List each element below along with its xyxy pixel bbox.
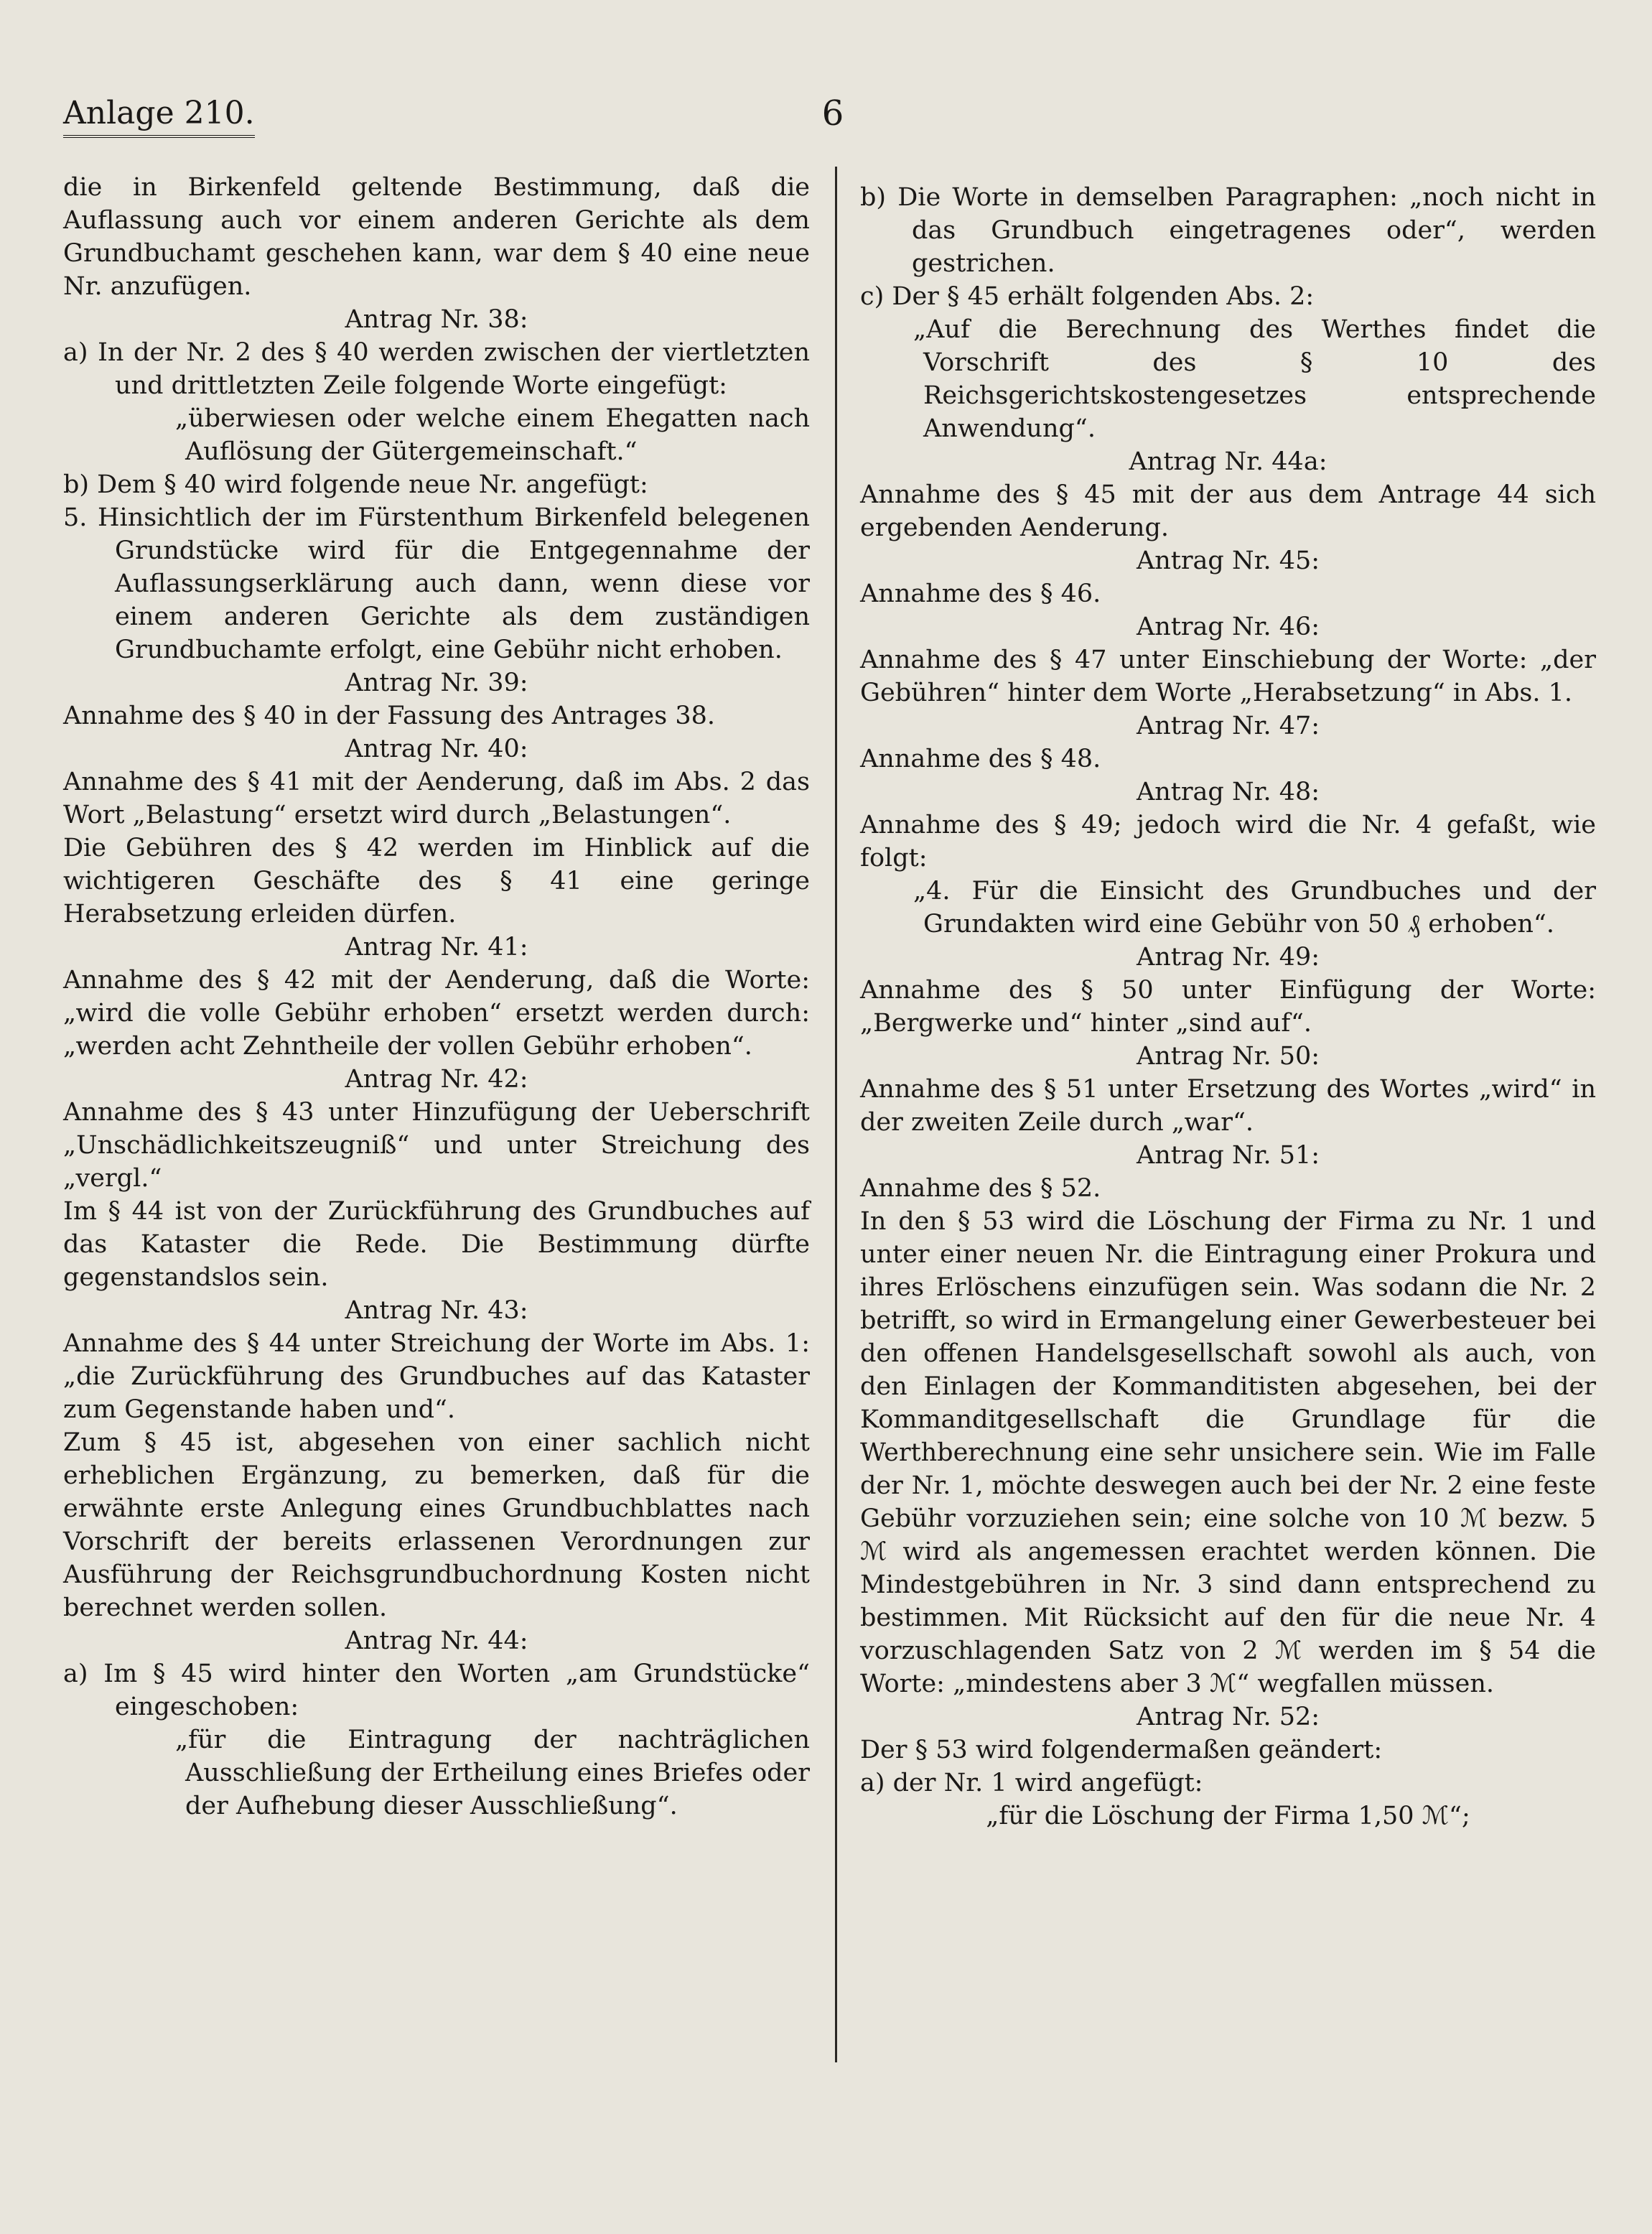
paragraph: 5. Hinsichtlich der im Fürstenthum Birkenfeld belegenen Grundstücke wird für die Entgegennahme der Auflassungserklärung auch dann, wenn diese vor einem anderen Gerichte als dem zuständigen Grundbuchamte erfolgt, eine Gebühr nicht erhoben. (63, 503, 810, 664)
paragraph: Annahme des § 43 unter Hinzufügung der Ueberschrift „Unschädlichkeitszeugniß“ und unter Streichung des „vergl.“ (63, 1098, 810, 1193)
motion-heading: Antrag Nr. 41: (345, 933, 528, 962)
paragraph: Annahme des § 50 unter Einfügung der Worte: „Bergwerke und“ hinter „sind auf“. (860, 976, 1596, 1038)
right-column (860, 181, 1596, 1833)
motion-heading: Antrag Nr. 39: (345, 669, 528, 697)
paragraph: In den § 53 wird die Löschung der Firma zu Nr. 1 und unter einer neuen Nr. die Eintragung einer Prokura und ihres Erlöschens einzufügen sein. Was sodann die Nr. 2 betrifft, so wird in Ermangelung einer Gewerbesteuer bei den offenen Handelsgesellschaft sowohl als auch, von den Einlagen der Kommanditisten abgesehen, bei der Kommanditgesellschaft die Grundlage für die Werthberechnung eine sehr unsichere sein. Wie im Falle der Nr. 1, möchte deswegen auch bei der Nr. 2 eine feste Gebühr vorzuziehen sein; eine solche von 10 ℳ bezw. 5 ℳ wird als angemessen erachtet werden können. Die Mindestgebühren in Nr. 3 sind dann entsprechend zu bestimmen. Mit Rücksicht auf den für die neue Nr. 4 vorzuschlagenden Satz von 2 ℳ werden im § 54 die Worte: „mindestens aber 3 ℳ“ wegfallen müssen. (860, 1207, 1596, 1698)
motion-heading: Antrag Nr. 43: (345, 1296, 528, 1325)
paragraph: Annahme des § 42 mit der Aenderung, daß die Worte: „wird die volle Gebühr erhoben“ ersetzt werden durch: „werden acht Zehntheile der vollen Gebühr erhoben“. (63, 966, 810, 1061)
motion-heading: Antrag Nr. 52: (1136, 1703, 1320, 1731)
motion-heading: Antrag Nr. 45: (1136, 546, 1320, 575)
paragraph: die in Birkenfeld geltende Bestimmung, daß die Auflassung auch vor einem anderen Gerichte als dem Grundbuchamt geschehen kann, war dem § 40 eine neue Nr. anzufügen. (63, 173, 810, 301)
paragraph: Annahme des § 48. (860, 745, 1101, 773)
paragraph: Annahme des § 40 in der Fassung des Antrages 38. (63, 702, 715, 730)
paragraph: b) Dem § 40 wird folgende neue Nr. angefügt: (63, 470, 648, 499)
annex-label: Anlage 210. (63, 93, 255, 138)
paragraph: Annahme des § 46. (860, 580, 1101, 608)
motion-heading: Antrag Nr. 49: (1136, 943, 1320, 972)
motion-heading: Antrag Nr. 46: (1136, 613, 1320, 641)
paragraph: „überwiesen oder welche einem Ehegatten nach Auflösung der Gütergemeinschaft.“ (175, 404, 810, 466)
page-number: 6 (821, 93, 844, 134)
motion-heading: Antrag Nr. 48: (1136, 778, 1320, 806)
paragraph: a) In der Nr. 2 des § 40 werden zwischen der viertletzten und drittletzten Zeile folgende Worte eingefügt: (63, 338, 810, 400)
paragraph: „Auf die Berechnung des Werthes findet die Vorschrift des § 10 des Reichsgerichtskostengesetzes entsprechende Anwendung“. (913, 315, 1596, 443)
paragraph: a) Im § 45 wird hinter den Worten „am Grundstücke“ eingeschoben: (63, 1660, 810, 1721)
paragraph: Annahme des § 51 unter Ersetzung des Wortes „wird“ in der zweiten Zeile durch „war“. (860, 1075, 1596, 1137)
motion-heading: Antrag Nr. 40: (345, 735, 528, 763)
motion-heading: Antrag Nr. 42: (345, 1065, 528, 1094)
paragraph: Annahme des § 49; jedoch wird die Nr. 4 gefaßt, wie folgt: (860, 811, 1596, 872)
paragraph: a) der Nr. 1 wird angefügt: (860, 1769, 1203, 1797)
motion-heading: Antrag Nr. 38: (345, 305, 528, 334)
paragraph: Die Gebühren des § 42 werden im Hinblick auf die wichtigeren Geschäfte des § 41 eine geringe Herabsetzung erleiden dürfen. (63, 834, 810, 928)
paragraph: „für die Eintragung der nachträglichen Ausschließung der Ertheilung eines Briefes oder der Aufhebung dieser Ausschließung“. (175, 1726, 810, 1820)
motion-heading: Antrag Nr. 50: (1136, 1042, 1320, 1071)
paragraph: Annahme des § 45 mit der aus dem Antrage 44 sich ergebenden Aenderung. (860, 480, 1596, 542)
motion-heading: Antrag Nr. 51: (1136, 1141, 1320, 1170)
paragraph: b) Die Worte in demselben Paragraphen: „noch nicht in das Grundbuch eingetragenes oder“, werden gestrichen. (860, 183, 1596, 278)
motion-heading: Antrag Nr. 47: (1136, 712, 1320, 740)
paragraph: Annahme des § 52. (860, 1174, 1101, 1203)
paragraph: Annahme des § 41 mit der Aenderung, daß im Abs. 2 das Wort „Belastung“ ersetzt wird durch „Belastungen“. (63, 768, 810, 829)
motion-heading: Antrag Nr. 44a: (1129, 447, 1327, 476)
paragraph: Der § 53 wird folgendermaßen geändert: (860, 1736, 1383, 1764)
left-column (63, 171, 810, 1823)
column-divider (835, 167, 837, 2062)
paragraph: Zum § 45 ist, abgesehen von einer sachlich nicht erheblichen Ergänzung, zu bemerken, daß für die erwähnte erste Anlegung eines Grundbuchblattes nach Vorschrift der bereits erlassenen Verordnungen zur Ausführung der Reichsgrundbuchordnung Kosten nicht berechnet werden sollen. (63, 1428, 810, 1622)
paragraph: „für die Löschung der Firma 1,50 ℳ“; (986, 1802, 1470, 1830)
paragraph: Annahme des § 47 unter Einschiebung der Worte: „der Gebühren“ hinter dem Worte „Herabsetzung“ in Abs. 1. (860, 646, 1596, 707)
paragraph: Im § 44 ist von der Zurückführung des Grundbuches auf das Kataster die Rede. Die Bestimmung dürfte gegenstandslos sein. (63, 1197, 810, 1292)
paragraph: „4. Für die Einsicht des Grundbuches und der Grundakten wird eine Gebühr von 50 ₰ erhoben“. (913, 877, 1596, 939)
paragraph: Annahme des § 44 unter Streichung der Worte im Abs. 1: „die Zurückführung des Grundbuches auf das Kataster zum Gegenstande haben und“. (63, 1329, 810, 1424)
motion-heading: Antrag Nr. 44: (345, 1626, 528, 1655)
paragraph: c) Der § 45 erhält folgenden Abs. 2: (860, 282, 1315, 311)
